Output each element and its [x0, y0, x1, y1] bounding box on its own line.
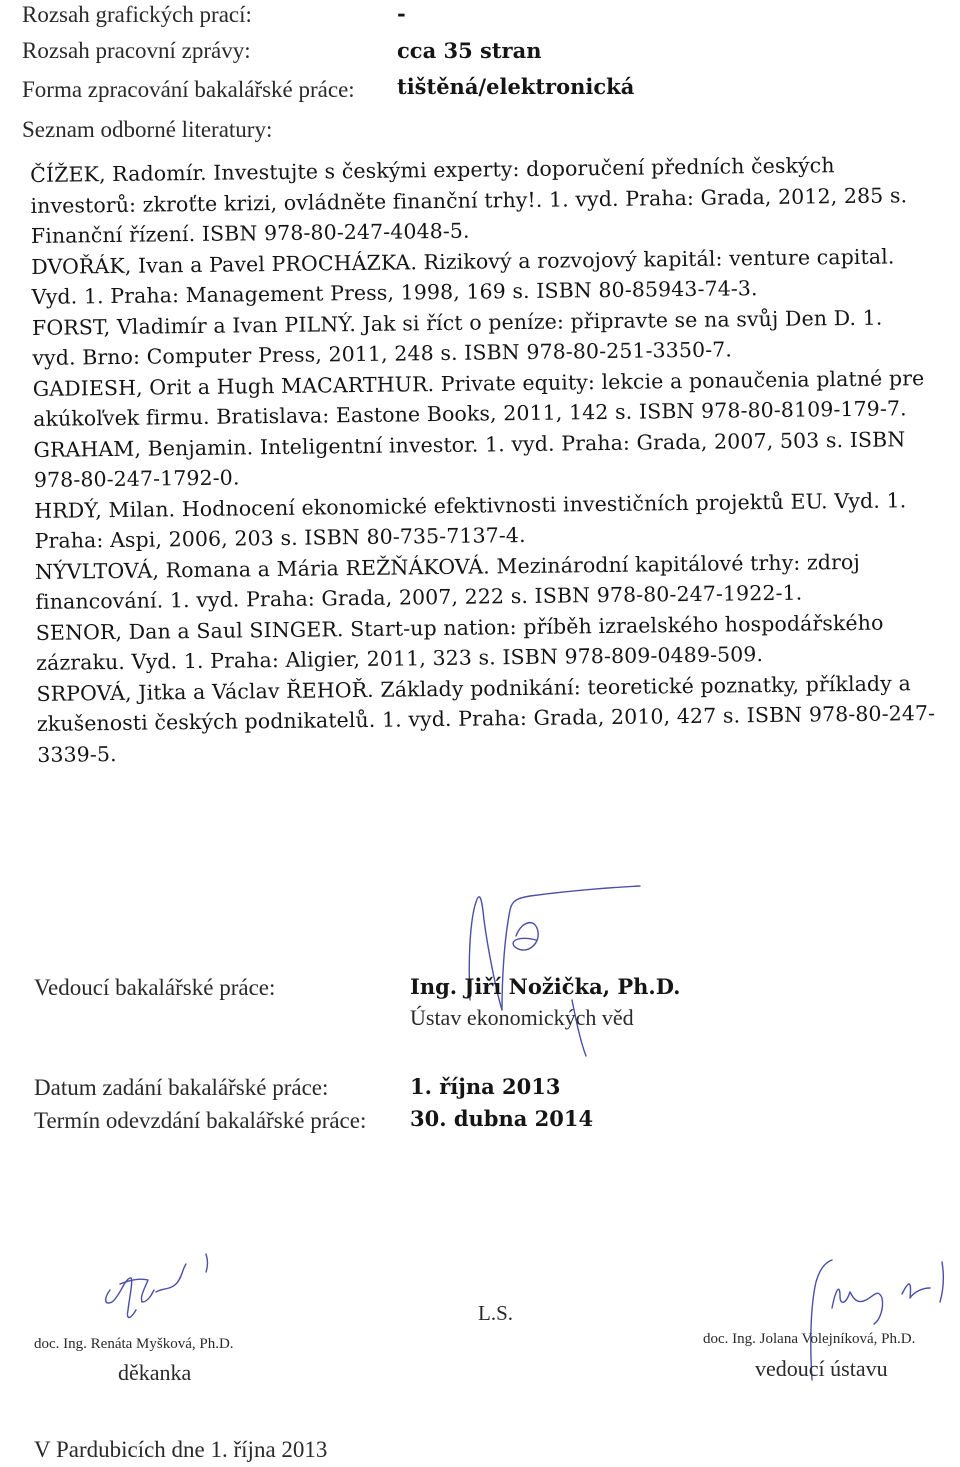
- deadline-value: 30. dubna 2014: [410, 1106, 594, 1131]
- reference-item: GRAHAM, Benjamin. Inteligentní investor. 1. vyd. Praha: Grada, 2007, 503 s. ISBN 978-80-247-1792-0.: [33, 426, 906, 492]
- dean-name: doc. Ing. Renáta Myšková, Ph.D.: [34, 1336, 234, 1352]
- reference-item: ČÍŽEK, Radomír. Investujte s českými experty: doporučení předních českých investorů: zkroťte krizi, ovládněte finanční trhy!. 1. vyd. Praha: Grada, 2012, 285 s. Finanční řízení. ISBN 978-80-247-4048-5.: [30, 153, 908, 248]
- form-label: Forma zpracování bakalářské práce:: [22, 77, 355, 102]
- report-scope-value: cca 35 stran: [397, 38, 542, 63]
- dean-role: děkanka: [118, 1360, 192, 1385]
- head-role: vedoucí ústavu: [755, 1356, 888, 1381]
- seal-label: L.S.: [478, 1301, 514, 1325]
- reference-item: FORST, Vladimír a Ivan PILNÝ. Jak si říct o peníze: připravte se na svůj Den D. 1. vyd. Brno: Computer Press, 2011, 248 s. ISBN 978-80-251-3350-7.: [31, 305, 883, 370]
- supervisor-name: Ing. Jiří Nožička, Ph.D.: [410, 974, 681, 999]
- reference-item: SENOR, Dan a Saul SINGER. Start-up nation: příběh izraelského hospodářského zázraku. Vyd. 1. Praha: Aligier, 2011, 323 s. ISBN 978-809-0489-509.: [35, 610, 884, 675]
- assignment-date-value: 1. října 2013: [410, 1074, 561, 1099]
- supervisor-label: Vedoucí bakalářské práce:: [34, 975, 276, 1000]
- reference-item: HRDÝ, Milan. Hodnocení ekonomické efektivnosti investičních projektů EU. Vyd. 1. Praha: Aspi, 2006, 203 s. ISBN 80-735-7137-4.: [34, 487, 907, 553]
- reference-item: SRPOVÁ, Jitka a Václav ŘEHOŘ. Základy podnikání: teoretické poznatky, příklady a zkušenosti českých podnikatelů. 1. vyd. Praha: Grada, 2010, 427 s. ISBN 978-80-247-3339-5.: [36, 670, 936, 767]
- supervisor-signature: [440, 880, 670, 1060]
- head-name: doc. Ing. Jolana Volejníková, Ph.D.: [703, 1331, 916, 1347]
- report-scope-label: Rozsah pracovní zprávy:: [22, 38, 251, 63]
- reference-list: [30, 149, 937, 770]
- reference-item: NÝVLTOVÁ, Romana a Mária REŽŇÁKOVÁ. Mezinárodní kapitálové trhy: zdroj financování. 1. vyd. Praha: Grada, 2007, 222 s. ISBN 978-80-247-1922-1.: [34, 549, 861, 614]
- reference-item: DVOŘÁK, Ivan a Pavel PROCHÁZKA. Rizikový a rozvojový kapitál: venture capital. Vyd. 1. Praha: Management Press, 1998, 169 s. ISBN 80-85943-74-3.: [31, 243, 895, 309]
- place-date: V Pardubicích dne 1. října 2013: [34, 1437, 328, 1462]
- dean-signature: [90, 1250, 230, 1330]
- supervisor-department: Ústav ekonomických věd: [410, 1005, 634, 1030]
- deadline-label: Termín odevzdání bakalářské práce:: [34, 1108, 367, 1133]
- graphic-scope-label: Rozsah grafických prací:: [22, 2, 252, 27]
- graphic-scope-value: -: [397, 1, 406, 26]
- form-value: tištěná/elektronická: [397, 74, 635, 99]
- literature-label: Seznam odborné literatury:: [22, 117, 273, 142]
- assignment-date-label: Datum zadání bakalářské práce:: [34, 1075, 329, 1100]
- reference-item: GADIESH, Orit a Hugh MACARTHUR. Private equity: lekcie a ponaučenia platné pre akúkoľvek firmu. Bratislava: Eastone Books, 2011, 142 s. ISBN 978-80-8109-179-7.: [32, 365, 925, 431]
